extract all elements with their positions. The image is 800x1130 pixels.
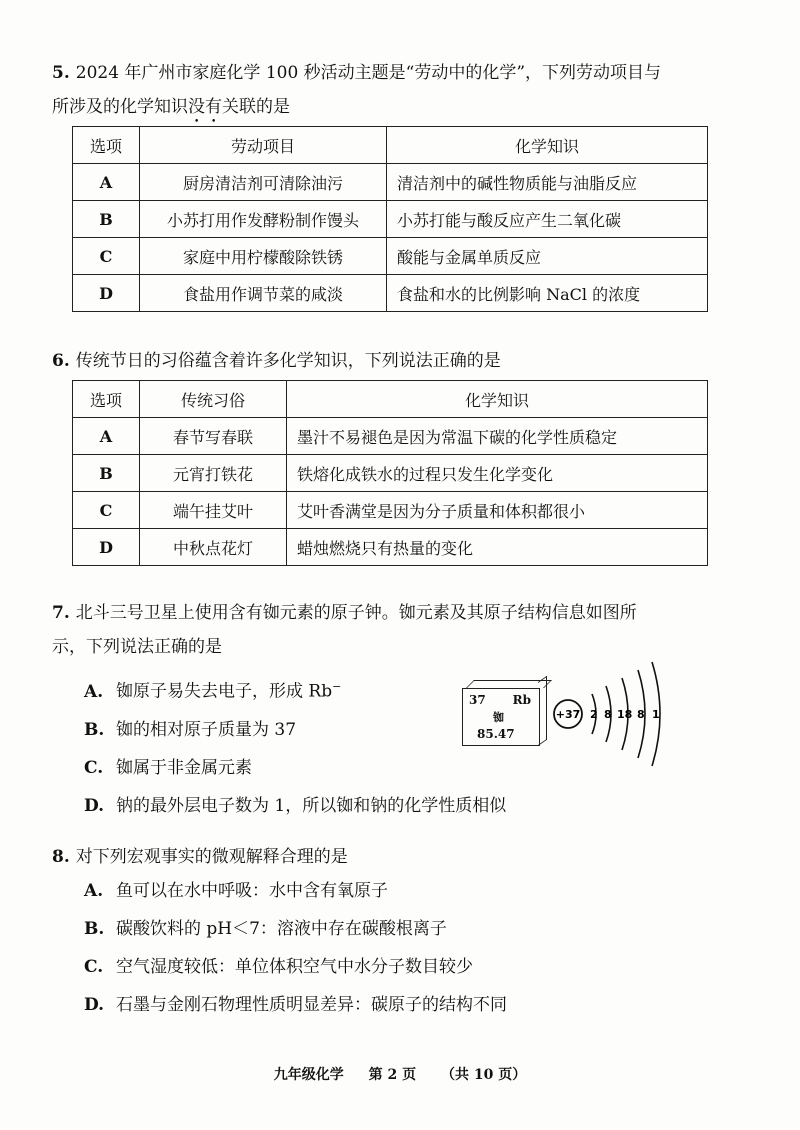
q5-stem-1: 2024 年广州市家庭化学 100 秒活动主题是“劳动中的化学”，下列劳动项目与 (75, 63, 662, 83)
table-row (73, 164, 708, 201)
nucleus-charge: +37 (555, 708, 581, 721)
table-header-row (73, 127, 708, 164)
header-option: 选项 (73, 381, 140, 418)
table-row (73, 418, 708, 455)
q8-number: 8. (52, 847, 70, 867)
row-knowledge: 清洁剂中的碱性物质能与油脂反应 (387, 164, 708, 201)
table-row (73, 455, 708, 492)
footer-total: （共 10 页） (441, 1067, 527, 1083)
row-knowledge: 墨汁不易褪色是因为常温下碳的化学性质稳定 (287, 418, 708, 455)
row-option: C (73, 492, 140, 529)
row-item: 家庭中用柠檬酸除铁锈 (140, 238, 387, 275)
option-a (84, 872, 507, 910)
table-row (73, 275, 708, 312)
row-option: D (73, 275, 140, 312)
option-text: 石墨与金刚石物理性质明显差异：碳原子的结构不同 (116, 995, 507, 1015)
q8-options (84, 872, 507, 1024)
element-symbol: Rb (512, 693, 531, 707)
row-option: A (73, 418, 140, 455)
row-knowledge: 小苏打能与酸反应产生二氧化碳 (387, 201, 708, 238)
q5-table (72, 126, 708, 312)
footer-page: 第 2 页 (368, 1067, 417, 1083)
shell-electrons: 8 (604, 708, 612, 721)
option-a (84, 668, 506, 711)
row-option: A (73, 164, 140, 201)
q5-stem-2b: 关联的是 (222, 97, 290, 117)
option-text: 铷原子易失去电子，形成 Rb (116, 681, 333, 702)
option-label: C. (84, 757, 104, 778)
shell-electrons: 8 (637, 708, 645, 721)
q5-number: 5. (52, 63, 70, 83)
q6-stem: 传统节日的习俗蕴含着许多化学知识，下列说法正确的是 (75, 351, 501, 371)
option-label: C. (84, 957, 104, 977)
option-text: 铷属于非金属元素 (116, 757, 252, 778)
option-label: B. (84, 919, 105, 939)
footer-subject: 九年级化学 (273, 1067, 344, 1083)
option-label: A. (84, 881, 104, 901)
header-item: 劳动项目 (140, 127, 387, 164)
option-text: 鱼可以在水中呼吸：水中含有氧原子 (116, 881, 388, 901)
q8-line1 (52, 840, 760, 874)
row-option: D (73, 529, 140, 566)
q6-line1 (52, 344, 760, 378)
q5-line2 (52, 90, 760, 127)
row-knowledge: 艾叶香满堂是因为分子质量和体积都很小 (287, 492, 708, 529)
header-option: 选项 (73, 127, 140, 164)
question-5 (52, 56, 760, 127)
option-label: D. (84, 995, 105, 1015)
option-label: D. (84, 795, 105, 816)
atomic-mass: 85.47 (477, 727, 515, 741)
option-d (84, 986, 507, 1024)
q7-line2: 示，下列说法正确的是 (52, 637, 222, 657)
element-name: 铷 (493, 711, 504, 724)
q5-stem-2a: 所涉及的化学知识 (52, 97, 188, 117)
element-box (462, 688, 540, 746)
q8-stem: 对下列宏观事实的微观解释合理的是 (75, 847, 348, 867)
question-7 (52, 596, 760, 664)
q5-emphasis: 没有 (188, 97, 222, 117)
row-knowledge: 铁熔化成铁水的过程只发生化学变化 (287, 455, 708, 492)
question-8 (52, 840, 760, 874)
table-header-row (73, 381, 708, 418)
table-row (73, 492, 708, 529)
q7-line1 (52, 596, 760, 630)
header-knowledge: 化学知识 (287, 381, 708, 418)
row-option: B (73, 201, 140, 238)
shell-electrons: 1 (652, 708, 660, 721)
header-knowledge: 化学知识 (387, 127, 708, 164)
page-footer (0, 1064, 800, 1084)
table-row (73, 529, 708, 566)
q7-options (84, 668, 506, 825)
row-option: C (73, 238, 140, 275)
atom-structure-diagram (548, 656, 678, 776)
row-knowledge: 酸能与金属单质反应 (387, 238, 708, 275)
table-row (73, 201, 708, 238)
atomic-number: 37 (469, 693, 486, 707)
header-custom: 传统习俗 (140, 381, 287, 418)
row-knowledge: 蜡烛燃烧只有热量的变化 (287, 529, 708, 566)
superscript-charge: − (332, 680, 342, 693)
row-knowledge: 食盐和水的比例影响 NaCl 的浓度 (387, 275, 708, 312)
option-text: 铷的相对原子质量为 37 (116, 719, 297, 740)
row-item: 端午挂艾叶 (140, 492, 287, 529)
q7-stem-1: 北斗三号卫星上使用含有铷元素的原子钟。铷元素及其原子结构信息如图所 (75, 603, 637, 623)
row-item: 春节写春联 (140, 418, 287, 455)
option-b (84, 711, 506, 749)
q5-line1 (52, 56, 760, 90)
option-label: A. (84, 681, 104, 702)
option-d (84, 787, 506, 825)
option-text: 碳酸饮料的 pH＜7：溶液中存在碳酸根离子 (116, 919, 447, 939)
shell-electrons: 2 (590, 708, 598, 721)
row-item: 元宵打铁花 (140, 455, 287, 492)
row-item: 中秋点花灯 (140, 529, 287, 566)
option-label: B. (84, 719, 105, 740)
row-item: 厨房清洁剂可清除油污 (140, 164, 387, 201)
option-b (84, 910, 507, 948)
row-item: 食盐用作调节菜的咸淡 (140, 275, 387, 312)
option-c (84, 749, 506, 787)
q6-table (72, 380, 708, 566)
row-item: 小苏打用作发酵粉制作馒头 (140, 201, 387, 238)
option-c (84, 948, 507, 986)
q6-number: 6. (52, 351, 70, 371)
table-row (73, 238, 708, 275)
shell-electrons: 18 (617, 708, 633, 721)
option-text: 钠的最外层电子数为 1，所以铷和钠的化学性质相似 (116, 795, 507, 816)
q7-number: 7. (52, 603, 70, 623)
question-6 (52, 344, 760, 378)
row-option: B (73, 455, 140, 492)
option-text: 空气湿度较低：单位体积空气中水分子数目较少 (116, 957, 473, 977)
